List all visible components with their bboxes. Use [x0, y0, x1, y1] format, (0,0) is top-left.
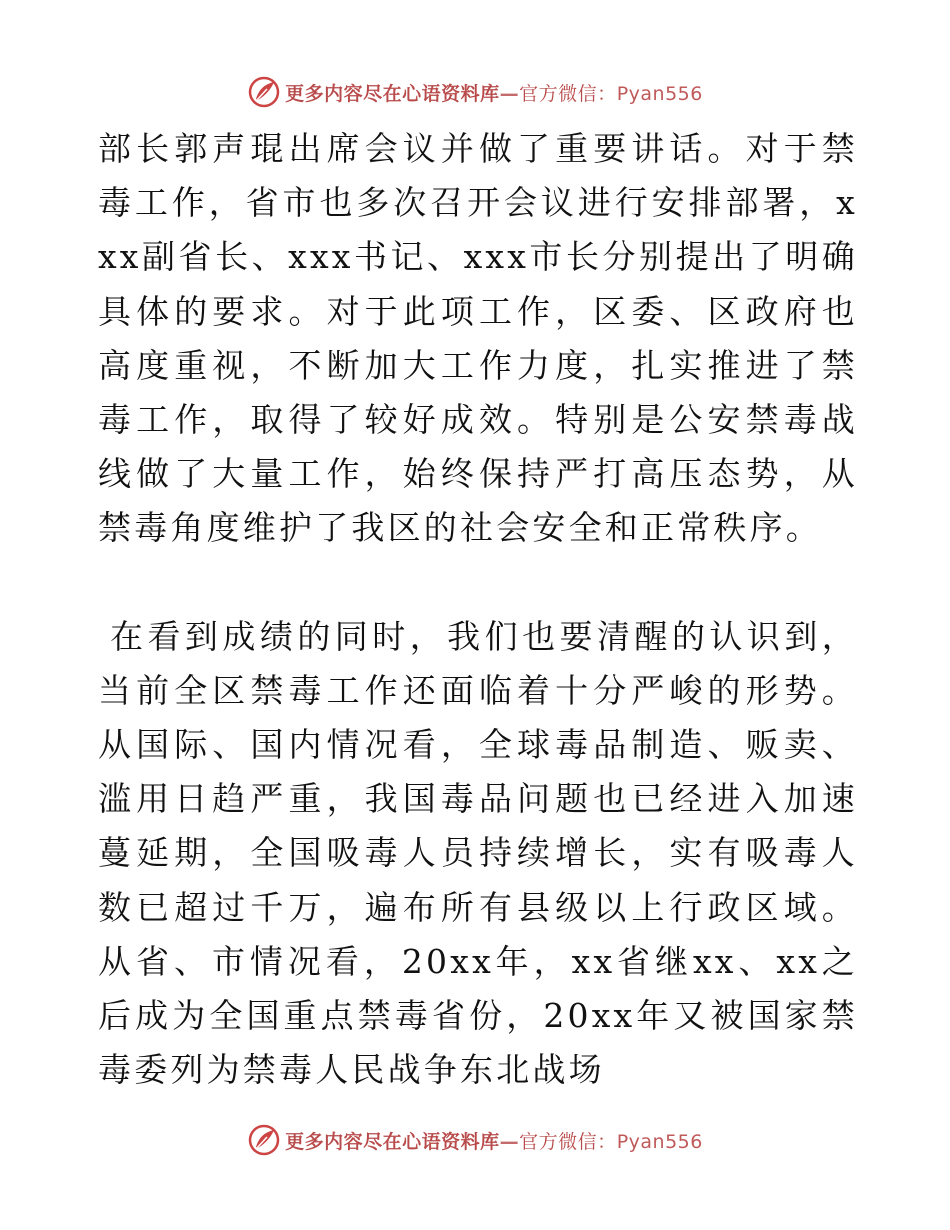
body-paragraph-1: 部长郭声琨出席会议并做了重要讲话。对于禁毒工作，省市也多次召开会议进行安排部署，xxx副省长、xxx书记、xxx市长分别提出了明确具体的要求。对于此项工作，区委、区政府也高度重视，不断加大工作力度，扎实推进了禁毒工作，取得了较好成效。特别是公安禁毒战线做了大量工作，始终保持严打高压态势，从禁毒角度维护了我区的社会安全和正常秩序。	[98, 129, 858, 548]
watermark-text	[285, 1127, 703, 1154]
watermark-main: 更多内容尽在心语资料库	[285, 82, 500, 105]
document-body	[98, 122, 858, 1097]
watermark-separator: —	[499, 82, 520, 105]
leaf-pen-logo-icon	[247, 1123, 281, 1157]
body-paragraph-2: 在看到成绩的同时，我们也要清醒的认识到，当前全区禁毒工作还面临着十分严峻的形势。从国际、国内情况看，全球毒品制造、贩卖、滥用日趋严重，我国毒品问题也已经进入加速蔓延期，全国吸毒人员持续增长，实有吸毒人数已超过千万，遍布所有县级以上行政区域。从省、市情况看，20xx年，xx省继xx、xx之后成为全国重点禁毒省份，20xx年又被国家禁毒委列为禁毒人民战争东北战场	[98, 616, 858, 1090]
watermark-text	[285, 79, 703, 106]
footer-watermark	[0, 1120, 950, 1160]
leaf-pen-logo-icon	[247, 75, 281, 109]
watermark-wechat-id: Pyan556	[616, 82, 703, 105]
watermark-wechat-label: 官方微信：	[519, 1130, 617, 1153]
watermark-separator: —	[499, 1130, 520, 1153]
watermark-main: 更多内容尽在心语资料库	[285, 1130, 500, 1153]
watermark-wechat-id: Pyan556	[616, 1130, 703, 1153]
watermark-wechat-label: 官方微信：	[519, 82, 617, 105]
header-watermark	[0, 72, 950, 112]
